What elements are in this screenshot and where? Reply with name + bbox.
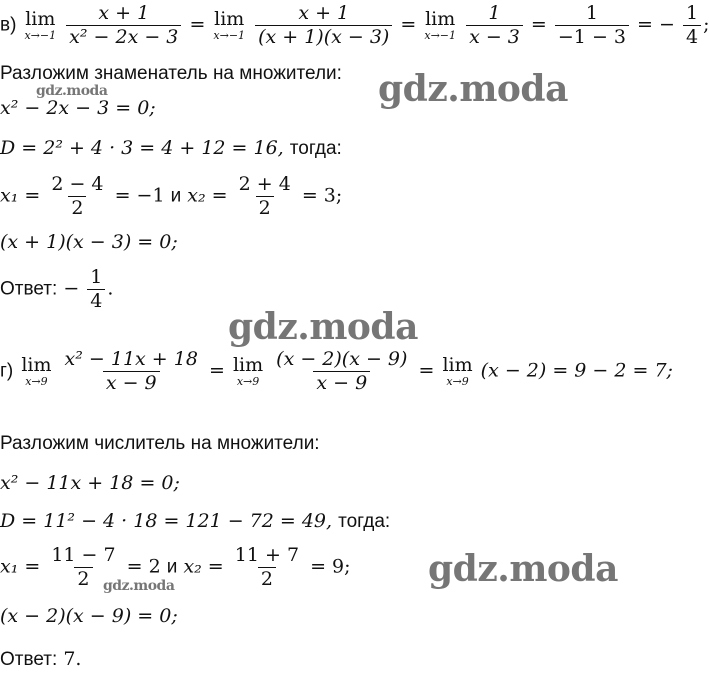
root1-lhs: x₁ = <box>0 555 41 578</box>
answer-fraction: $\frac{1}{4}$ <box>87 268 105 311</box>
discriminant-expression: D = 2² + 4 · 3 = 4 + 12 = 16, <box>0 137 284 159</box>
factored-form-g: (x − 2)(x − 9) = 0; <box>0 605 178 627</box>
factor-heading-g: Разложим числитель на множители: <box>0 433 320 454</box>
discriminant-expression: D = 11² − 4 · 18 = 121 − 72 = 49, <box>0 510 333 532</box>
limit-operator: lim x→9 <box>442 354 473 388</box>
limit-equation-g <box>0 350 673 393</box>
root1-fraction: $\frac{2 - 4}{2}$ <box>51 173 104 219</box>
watermark-logo: gdz.moda <box>378 68 568 110</box>
factor-heading-v: Разложим знаменатель на множители: <box>0 63 342 84</box>
watermark-logo: gdz.moda <box>228 306 418 348</box>
fraction: $\frac{\text{x² − 11x + 18}}{x - 9}$ <box>64 348 198 394</box>
answer-period: . <box>107 277 114 300</box>
fraction: $\frac{x + 1}{(x + 1)(x - 3)}$ <box>255 4 392 47</box>
roots-line-v <box>0 175 342 218</box>
semicolon: ; <box>703 13 709 36</box>
quadratic-equation-v: x² − 2x − 3 = 0; <box>0 97 156 119</box>
minus-sign: − <box>63 277 80 300</box>
fraction: $\frac{x + 1}{\text{x² − 2x − 3}}$ <box>66 4 181 47</box>
quadratic-equation-g: x² − 11x + 18 = 0; <box>0 472 180 494</box>
root2-fraction: $\frac{11 + 7}{2}$ <box>234 544 300 590</box>
part-label-g: г) <box>0 360 14 382</box>
root2-value: = 9; <box>310 555 351 578</box>
equals-sign: = <box>530 13 547 36</box>
limit-operator: lim x→−1 <box>424 8 457 42</box>
limit-equation-v <box>0 4 709 47</box>
limit-tail: (x − 2) = 9 − 2 = 7; <box>480 359 673 382</box>
watermark-logo-small: gdz.moda <box>36 83 108 99</box>
answer-line-g <box>0 650 81 669</box>
then-word: тогда: <box>289 138 342 159</box>
answer-value: 7. <box>63 648 82 670</box>
discriminant-line-g <box>0 512 390 531</box>
watermark-logo: gdz.moda <box>428 548 618 590</box>
and-word: и <box>166 556 178 578</box>
root2-lhs: x₂ = <box>187 184 228 207</box>
watermark-logo-small: gdz.moda <box>103 578 175 594</box>
root2-fraction: $\frac{2 + 4}{2}$ <box>238 173 291 219</box>
factored-form-v: (x + 1)(x − 3) = 0; <box>0 231 178 253</box>
answer-label: Ответ: <box>0 649 58 670</box>
root1-fraction: $\frac{11 - 7}{2}$ <box>51 544 116 590</box>
discriminant-line-v <box>0 139 342 158</box>
limit-operator: lim x→9 <box>21 354 52 388</box>
equals-sign: = <box>637 13 653 36</box>
root1-value: = −1 <box>114 184 165 207</box>
equals-sign: = <box>400 13 417 36</box>
and-word: и <box>170 185 182 207</box>
limit-operator: lim x→9 <box>232 354 264 388</box>
root1-lhs: x₁ = <box>0 184 41 207</box>
equals-sign: = <box>189 13 206 36</box>
root2-value: = 3; <box>301 184 343 207</box>
part-label-v: в) <box>0 14 17 36</box>
fraction: $\frac{1}{-1 - 3}$ <box>555 4 629 47</box>
then-word: тогда: <box>338 511 391 532</box>
answer-line-v <box>0 268 113 311</box>
equals-sign: = <box>418 359 435 382</box>
answer-label: Ответ: <box>0 278 58 300</box>
limit-operator: lim x→−1 <box>24 8 57 42</box>
root2-lhs: x₂ = <box>183 555 224 578</box>
root1-value: = 2 <box>126 555 161 578</box>
fraction: $\frac{(x - 2)(x - 9)}{x - 9}$ <box>276 348 408 394</box>
roots-line-g <box>0 546 351 589</box>
minus-sign: − <box>659 13 675 36</box>
fraction: $\frac{1}{4}$ <box>683 4 701 47</box>
equals-sign: = <box>208 359 225 382</box>
limit-operator: lim x→−1 <box>213 8 246 42</box>
fraction: $\frac{1}{x - 3}$ <box>466 4 523 47</box>
